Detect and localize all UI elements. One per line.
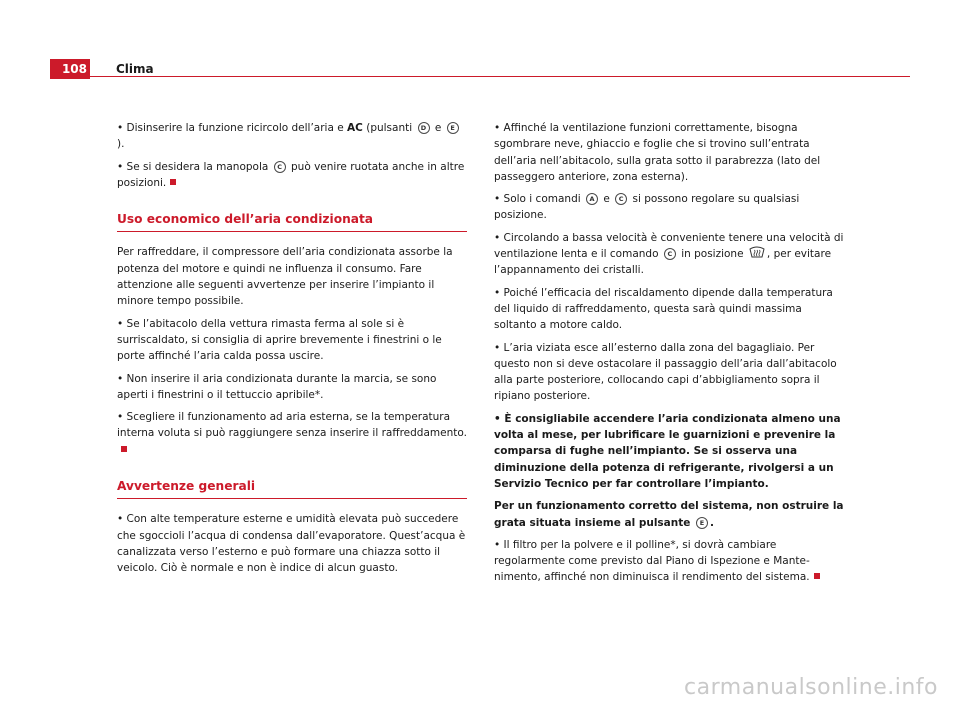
text-run: ). — [117, 138, 125, 151]
paragraph-recirculation — [117, 120, 467, 153]
text-run: si possono regolare su qualsiasi posizione. — [494, 193, 800, 222]
end-marker-icon — [121, 446, 127, 452]
text-run: . — [710, 516, 715, 529]
marker-c-icon: C — [615, 193, 627, 205]
page-header — [50, 59, 910, 79]
text-run: in posizione — [677, 248, 747, 261]
chapter-title: Clima — [116, 62, 154, 76]
paragraph-condensation: • Con alte temperature esterne e umidità elevata può succedere che sgoccioli l’acqua di condensa dall’evaporatore. Quest’acqua è canalizzata verso l’esterno e può formare una chiazza sotto il veicolo. Ciò è normale e non è indice di alcun guasto. — [117, 513, 466, 575]
text-run: • Solo i comandi — [494, 193, 584, 206]
marker-a-icon: A — [586, 193, 598, 205]
text-run: • Se si desidera la manopola — [117, 160, 272, 173]
text-run: • Disinserire la funzione ricircolo dell’aria e — [117, 122, 348, 134]
paragraph-compressor: Per raffreddare, il compressore dell’aria condizionata assorbe la potenza del motore e quindi ne influenza il consumo. Fare attenzione alle seguenti avvertenze per inserire l’impianto il minore tempo possibile. — [117, 246, 453, 308]
heading-general-notes: Avvertenze generali — [117, 478, 467, 499]
left-column — [117, 120, 467, 583]
marker-e-icon: E — [696, 517, 708, 529]
paragraph-knob — [117, 159, 467, 192]
text-run: può venire ruotata anche in altre posizioni. — [117, 160, 465, 189]
header-rule — [90, 76, 910, 77]
text-run: Per un funzionamento corretto del sistema, non ostruire la grata situata insieme al pulsante — [494, 500, 844, 529]
paragraph-controls — [494, 191, 844, 224]
heading-economic-use: Uso economico dell’aria condizionata — [117, 211, 467, 232]
right-column — [494, 120, 844, 592]
marker-e-icon: E — [447, 122, 459, 134]
end-marker-icon — [170, 179, 176, 185]
paragraph-stale-air: • L’aria viziata esce all’esterno dalla zona del bagagliaio. Per questo non si deve ostacolare il passaggio dell’aria dall’abitacolo alla parte posteriore, collocando capi d’abbigliamento sopra il ripiano posteriore. — [494, 341, 837, 403]
marker-d-icon: D — [418, 122, 430, 134]
watermark: carmanualsonline.info — [684, 675, 938, 700]
paragraph-pollen-filter — [494, 537, 844, 586]
text-run: • Circolando a bassa velocità è conveniente tenere una velocità di ventilazione lenta e il comando — [494, 231, 844, 261]
text-run: • Scegliere il funzionamento ad aria esterna, se la temperatura interna voluta si può raggiungere senza inserire il raffreddamento. — [117, 411, 467, 440]
paragraph-heating: • Poiché l’efficacia del riscaldamento dipende dalla temperatura del liquido di raffreddamento, questa sarà quindi massima soltanto a motore caldo. — [494, 286, 833, 332]
paragraph-low-speed — [494, 230, 844, 279]
paragraph-grille — [494, 498, 844, 531]
paragraph-monthly-ac: • È consigliabile accendere l’aria condizionata almeno una volta al mese, per lubrificare le guarnizioni e prevenire la comparsa di fughe nell’impianto. Se si osserva una diminuzione della potenza di refrigerante, rivolgersi a un Servizio Tecnico per far controllare l’impianto. — [494, 412, 841, 490]
text-run: e — [600, 193, 614, 206]
page-number: 108 — [50, 59, 90, 79]
paragraph-ventilation: • Affinché la ventilazione funzioni correttamente, bisogna sgombrare neve, ghiaccio e foglie che si trovino sull’entrata dell’aria nell’abitacolo, sulla grata sotto il parabrezza (lato del passeggero anteriore, zona esterna). — [494, 122, 821, 183]
paragraph-open-windows: • Non inserire il aria condizionata durante la marcia, se sono aperti i finestrini o il tettuccio apribile*. — [117, 372, 437, 401]
marker-c-icon: C — [274, 161, 286, 173]
text-run: • Il filtro per la polvere e il polline*, si dovrà cambiare regolarmente come previsto dal Piano di Ispezione e Mante- nimento, affinché non diminuisca il rendimento del sistema. — [494, 538, 810, 584]
ac-label: AC — [347, 122, 363, 134]
paragraph-hot-cabin: • Se l’abitacolo della vettura rimasta ferma al sole si è surriscaldato, si consiglia di aprire brevemente i finestrini o le porte affinché l’aria calda possa uscire. — [117, 317, 442, 363]
text-run: (pulsanti — [362, 122, 416, 134]
marker-c-icon: C — [664, 248, 676, 260]
windscreen-defrost-icon — [749, 246, 765, 258]
paragraph-outside-air — [117, 409, 467, 458]
text-run: , per evitare l’appannamento dei cristalli. — [494, 248, 832, 277]
end-marker-icon — [814, 573, 820, 579]
text-run: e — [431, 122, 445, 134]
